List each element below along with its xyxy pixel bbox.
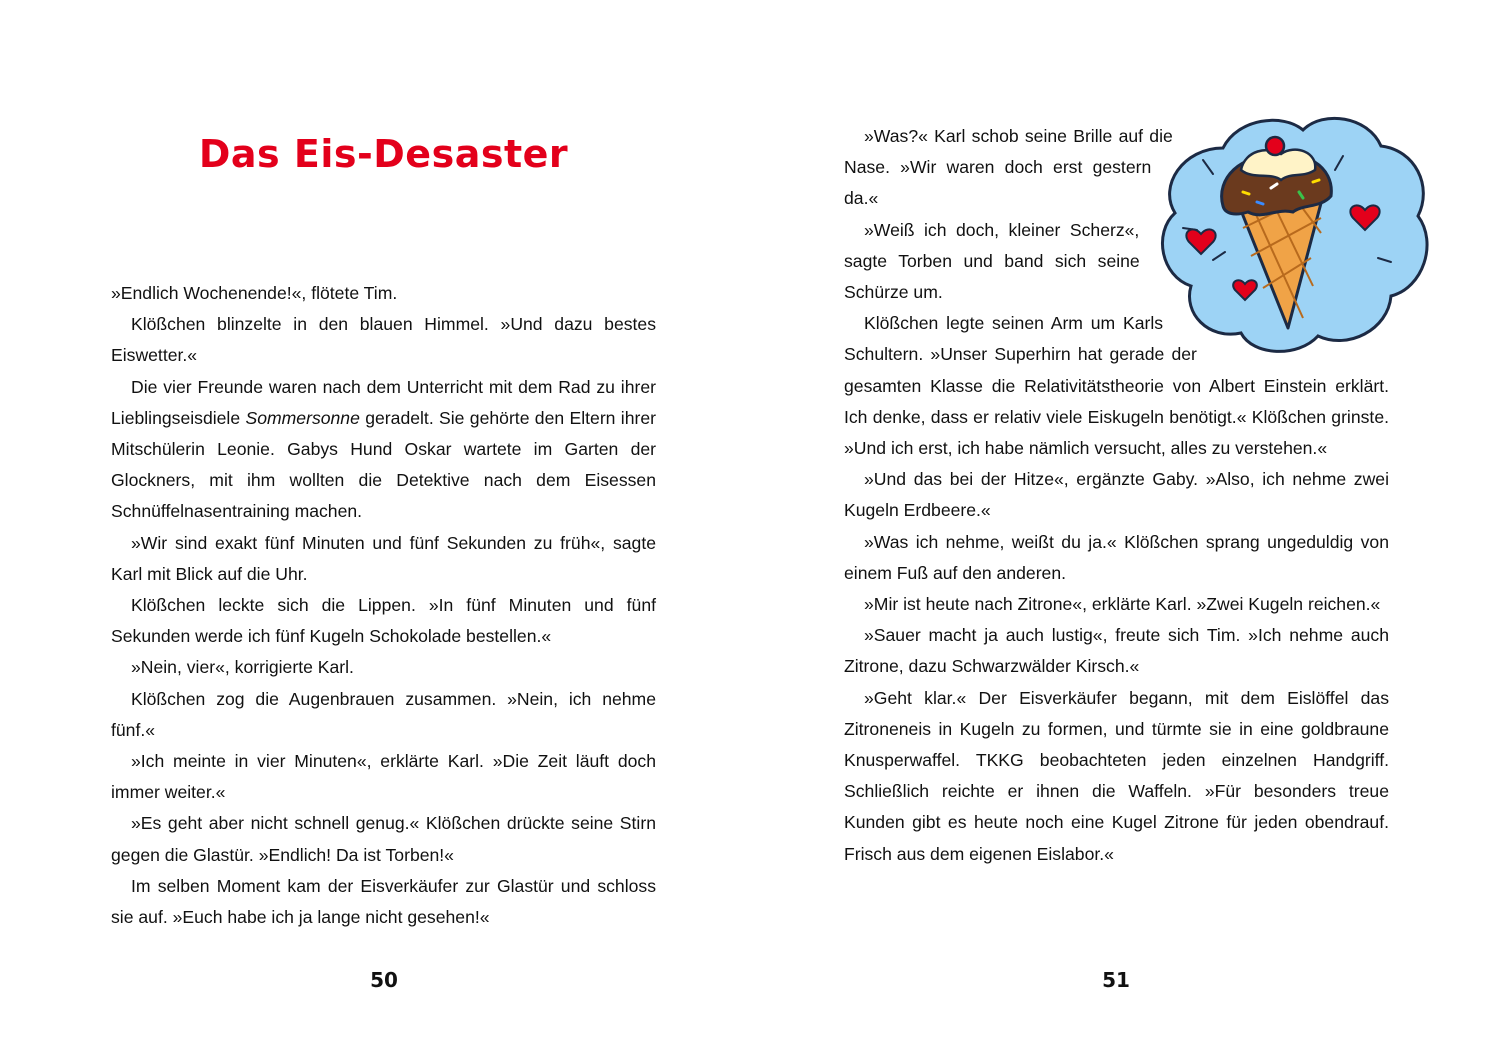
paragraph: »Mir ist heute nach Zitrone«, erklärte Karl. »Zwei Kugeln reichen.« [864,594,1381,615]
paragraph: »Sauer macht ja auch lustig«, freute sich Tim. »Ich nehme auch Zitrone, dazu Schwarzwälder Kirsch.« [844,625,1389,677]
paragraph: Klößchen zog die Augenbrauen zusammen. »Nein, ich nehme fünf.« [111,688,656,740]
paragraph: »Was ich nehme, weißt du ja.« Klößchen sprang ungeduldig von einem Fuß auf den anderen. [844,531,1389,583]
page-number-right: 51 [1102,968,1130,992]
shop-name: Sommersonne [245,407,360,428]
illustration-space [1141,121,1399,351]
paragraph: Klößchen blinzelte in den blauen Himmel. »Und dazu bestes Eiswetter.« [111,314,656,366]
paragraph-text: Die vier Freunde waren nach dem Unterricht mit dem Rad zu ihrer Lieblingseisdiele [111,376,656,428]
right-page [750,0,1500,1061]
paragraph: Klößchen legte seinen Arm um Karls Schultern. »Unser Superhirn hat gerade der gesamten Klasse die Relativitätstheorie von Albert Einstein erklärt. Ich denke, dass er relativ viele Eiskugeln benötigt.« Klößchen grinste. »Und ich erst, ich habe nämlich versucht, alles zu verstehen.« [844,313,1389,459]
paragraph: »Was?« Karl schob seine Brille auf die Nase. »Wir waren doch erst gestern da.« [844,126,1173,209]
paragraph: »Wir sind exakt fünf Minuten und fünf Sekunden zu früh«, sagte Karl mit Blick auf die Uhr. [111,532,656,584]
paragraph [111,372,656,528]
paragraph: Klößchen leckte sich die Lippen. »In fünf Minuten und fünf Sekunden werde ich fünf Kugeln Schokolade bestellen.« [111,595,656,647]
right-page-text [844,121,1389,870]
paragraph-text: geradelt. Sie gehörte den Eltern ihrer Mitschülerin Leonie. Gabys Hund Oskar wartete im Garten der Glockners, mit ihm wollten die Detektive nach dem Eisessen Schnüffelnasentraining machen. [111,407,656,522]
paragraph: »Endlich Wochenende!«, flötete Tim. [111,283,398,303]
paragraph: »Und das bei der Hitze«, ergänzte Gaby. »Also, ich nehme zwei Kugeln Erdbeere.« [844,469,1389,521]
paragraph: Im selben Moment kam der Eisverkäufer zur Glastür und schloss sie auf. »Euch habe ich ja lange nicht gesehen!« [111,875,656,928]
paragraph: »Nein, vier«, korrigierte Karl. [131,657,354,678]
page-number-left: 50 [370,968,398,992]
paragraph: »Es geht aber nicht schnell genug.« Klößchen drückte seine Stirn gegen die Glastür. »Endlich! Da ist Torben!« [111,813,656,865]
left-page-text [111,278,656,933]
paragraph: »Geht klar.« Der Eisverkäufer begann, mit dem Eislöffel das Zitroneneis in Kugeln zu formen, und türmte sie in eine goldbraune Knusperwaffel. TKKG beobachteten jeden einzelnen Handgriff. Schließlich reichte er ihnen die Waffeln. »Für besonders treue Kunden gibt es heute noch eine Kugel Zitrone für jeden obendrauf. Frisch aus dem eigenen Eislabor.« [844,687,1389,864]
paragraph: »Ich meinte in vier Minuten«, erklärte Karl. »Die Zeit läuft doch immer weiter.« [111,751,656,803]
paragraph: »Weiß ich doch, kleiner Scherz«, sagte Torben und band sich seine Schürze um. [844,219,1140,303]
chapter-title: Das Eis-Desaster [198,132,569,176]
